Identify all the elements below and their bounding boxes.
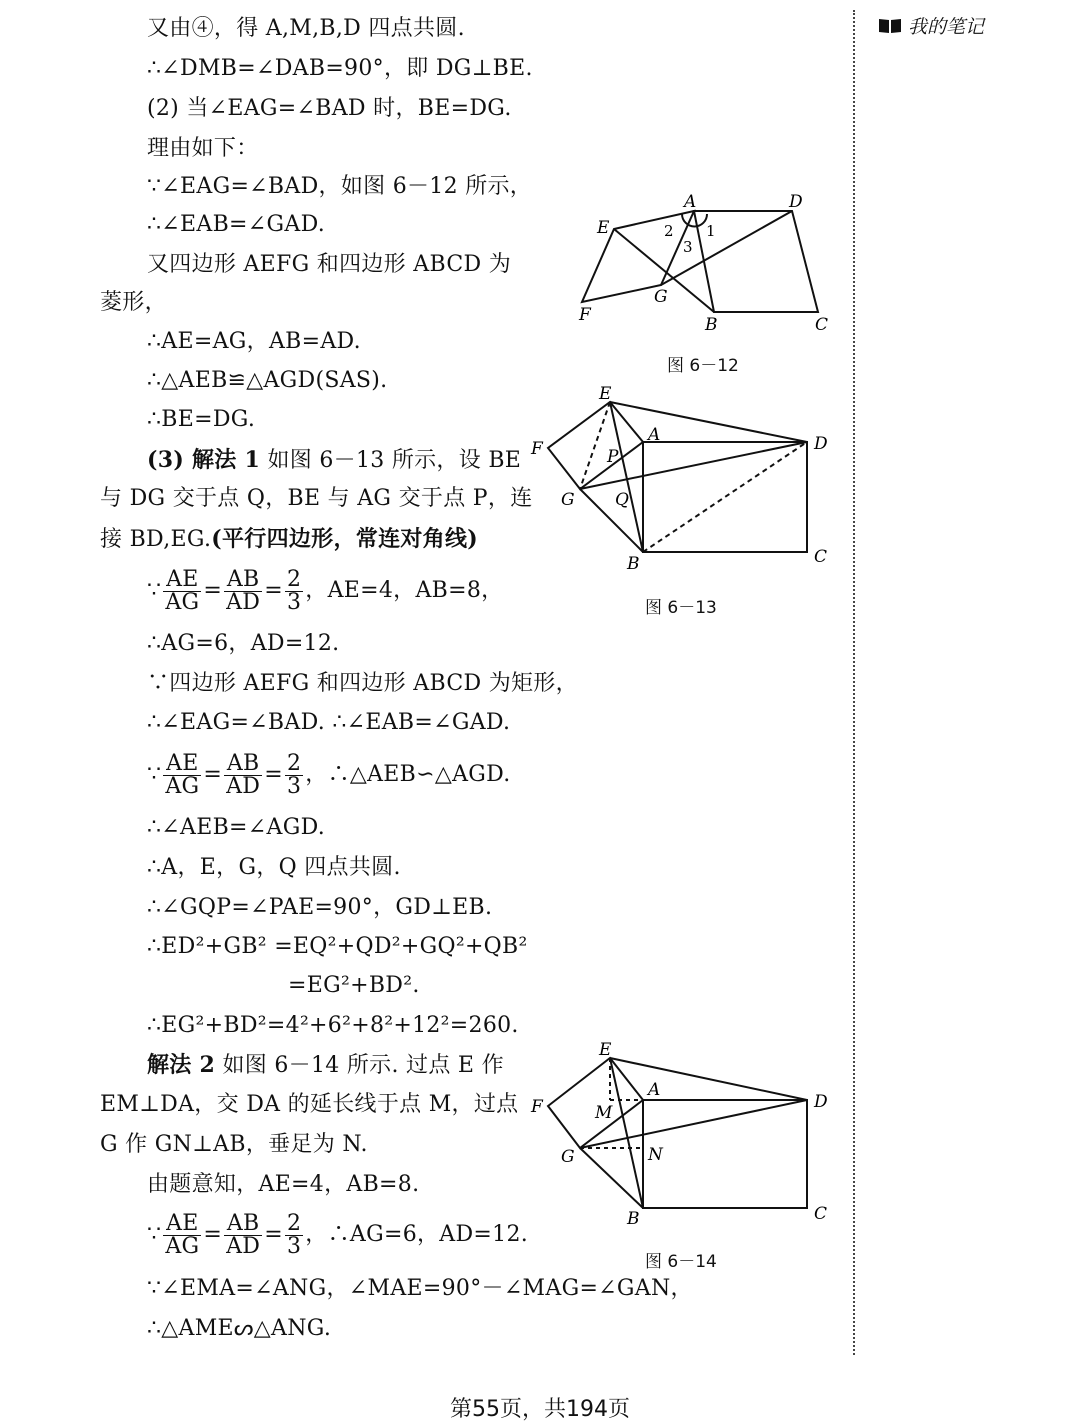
text-line: (2) 当∠EAG=∠BAD 时，BE=DG.: [147, 96, 512, 121]
text-line: ∴△AMEᔕ△ANG.: [147, 1316, 332, 1341]
text-line: 由题意知，AE=4，AB=8.: [147, 1172, 420, 1197]
label-c: C: [815, 315, 829, 335]
label-g: G: [561, 490, 575, 510]
fraction: $\frac{AE}{AG}$: [165, 1210, 200, 1259]
text-line: ∴∠AEB=∠AGD.: [147, 815, 326, 840]
fraction: $\frac{AE}{AG}$: [165, 750, 200, 799]
fraction: $\frac{AB}{AD}$: [226, 1210, 261, 1259]
text-span: 接 BD,EG.: [100, 527, 212, 552]
method-label: (3) 解法 1: [147, 447, 261, 473]
label-angle-3: 3: [683, 238, 693, 256]
label-angle-1: 1: [706, 222, 716, 240]
text-line: ∴A，E，G，Q 四点共圆.: [147, 855, 401, 880]
label-d: D: [814, 1092, 828, 1112]
label-f: F: [531, 1097, 543, 1117]
label-c: C: [814, 1204, 828, 1224]
label-d: D: [789, 192, 803, 212]
method-label: 解法 2: [147, 1052, 216, 1078]
text-span: 如图 6－13 所示，设 BE: [260, 448, 522, 473]
text-line: 与 DG 交于点 Q，BE 与 AG 交于点 P，连: [100, 486, 533, 511]
label-f: F: [579, 305, 591, 325]
fraction: $\frac{2}{3}$: [286, 750, 302, 799]
text-line: ∴ED²+GB² =EQ²+QD²+GQ²+QB²: [147, 934, 528, 959]
page-footer: 第55页，共194页: [450, 1397, 630, 1422]
segment-gd: [580, 1100, 807, 1148]
fraction-line: ∵ $\frac{AE}{AG}$ = $\frac{AB}{AD}$ = $\frac{2}{3}$ ，AE=4，AB=8，: [147, 566, 504, 615]
text-span: 如图 6－14 所示. 过点 E 作: [215, 1053, 504, 1078]
label-angle-2: 2: [664, 222, 674, 240]
label-e: E: [599, 1040, 612, 1060]
label-g: G: [561, 1147, 575, 1167]
text-span: ，AE=4，AB=8，: [305, 578, 504, 603]
segment-gb: [580, 1148, 643, 1208]
label-b: B: [627, 554, 640, 574]
text-line: ∵∠EMA=∠ANG，∠MAE=90°－∠MAG=∠GAN，: [147, 1276, 693, 1301]
text-line: =EG²+BD².: [288, 973, 420, 998]
text-span: ∵: [147, 1222, 162, 1247]
text-span: ∵: [147, 762, 162, 787]
text-line: 又由④，得 A,M,B,D 四点共圆.: [147, 16, 465, 41]
text-line: 菱形，: [100, 290, 167, 315]
fraction-line: ∵ $\frac{AE}{AG}$ = $\frac{AB}{AD}$ = $\frac{2}{3}$ ，∴△AEB∽△AGD.: [147, 750, 511, 799]
text-line: 又四边形 AEFG 和四边形 ABCD 为: [147, 252, 511, 277]
text-line: ∴EG²+BD²=4²+6²+8²+12²=260.: [147, 1013, 519, 1038]
figure-caption: 图 6－14: [645, 1252, 717, 1272]
label-b: B: [705, 315, 718, 335]
label-m: M: [595, 1103, 613, 1123]
label-g: G: [654, 287, 668, 307]
figure-caption: 图 6－12: [667, 356, 739, 376]
text-line: ∴∠EAB=∠GAD.: [147, 212, 326, 237]
fraction: $\frac{2}{3}$: [286, 566, 302, 615]
label-e: E: [597, 218, 610, 238]
fraction: $\frac{AB}{AD}$: [226, 750, 261, 799]
text-span: ，∴△AEB∽△AGD.: [305, 762, 511, 787]
text-span: ∵: [147, 578, 162, 603]
label-b: B: [627, 1209, 640, 1229]
text-line: ∴AE=AG，AB=AD.: [147, 329, 361, 354]
notes-title: 我的笔记: [908, 16, 985, 38]
label-q: Q: [615, 490, 629, 510]
fraction-line: ∵ $\frac{AE}{AG}$ = $\frac{AB}{AD}$ = $\frac{2}{3}$ ，∴AG=6，AD=12.: [147, 1210, 529, 1259]
text-line: ∴∠GQP=∠PAE=90°，GD⊥EB.: [147, 895, 493, 920]
text-line: ∴△AEB≌△AGD(SAS).: [147, 368, 388, 393]
label-c: C: [814, 547, 828, 567]
figure-caption: 图 6－13: [645, 598, 717, 618]
label-p: P: [607, 447, 619, 467]
text-line: ∴BE=DG.: [147, 407, 256, 432]
fraction: $\frac{AB}{AD}$: [226, 566, 261, 615]
text-line: 理由如下：: [147, 136, 259, 161]
text-line: ∴∠EAG=∠BAD. ∴∠EAB=∠GAD.: [147, 710, 511, 735]
text-line: EM⊥DA，交 DA 的延长线于点 M，过点: [100, 1092, 519, 1117]
fraction: $\frac{AE}{AG}$: [165, 566, 200, 615]
label-a: A: [648, 1080, 661, 1100]
text-line: ∴∠DMB=∠DAB=90°，即 DG⊥BE.: [147, 56, 533, 81]
label-n: N: [648, 1145, 663, 1165]
text-line: ∴AG=6，AD=12.: [147, 631, 340, 656]
text-line: G 作 GN⊥AB，垂足为 N.: [100, 1132, 368, 1157]
text-span: ，∴AG=6，AD=12.: [305, 1222, 529, 1247]
rectangle-abcd: [643, 1100, 807, 1208]
label-a: A: [684, 192, 697, 212]
label-a: A: [648, 425, 661, 445]
hint-text: (平行四边形，常连对角线): [211, 526, 478, 552]
label-e: E: [599, 384, 612, 404]
segment-ed: [610, 1058, 807, 1100]
text-line: ∵四边形 AEFG 和四边形 ABCD 为矩形，: [147, 671, 578, 696]
label-d: D: [814, 434, 828, 454]
label-f: F: [531, 439, 543, 459]
fraction: $\frac{2}{3}$: [286, 1210, 302, 1259]
text-line: ∵∠EAG=∠BAD，如图 6－12 所示，: [147, 174, 533, 199]
